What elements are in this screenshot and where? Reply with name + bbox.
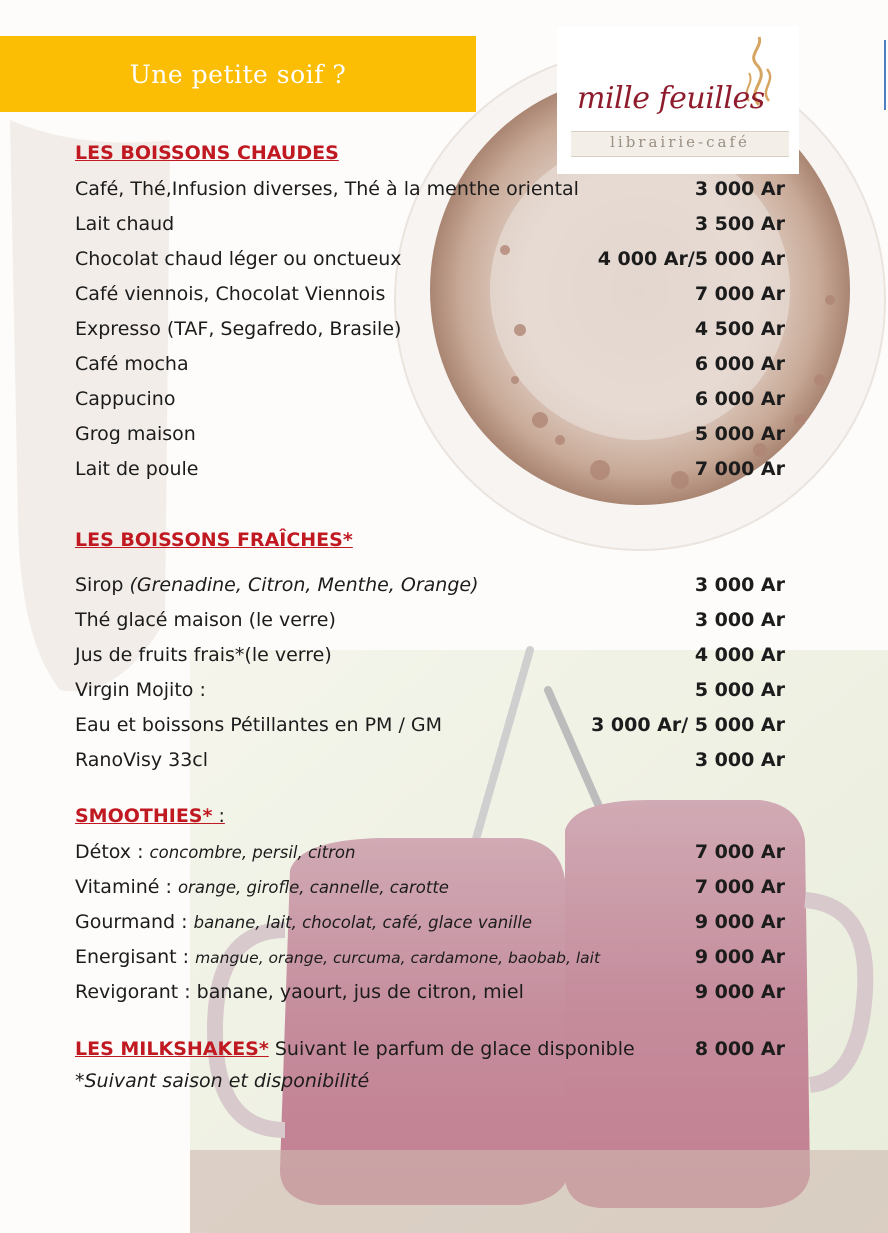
item-price: 4 000 Ar [694,644,785,666]
logo-band [571,131,789,157]
logo-name: mille feuilles [577,81,765,116]
item-name: Café, Thé,Infusion diverses, Thé à la menthe oriental [75,178,579,200]
item-price: 5 000 Ar [694,423,785,445]
menu-item [75,977,785,1007]
menu-item [75,710,785,740]
item-price: 9 000 Ar [694,981,785,1003]
item-price: 9 000 Ar [694,911,785,933]
logo-tagline: librairie-café [610,133,750,151]
menu-item [75,314,785,344]
item-name: Revigorant : banane, yaourt, jus de citron, miel [75,981,524,1003]
item-name: Café viennois, Chocolat Viennois [75,283,386,305]
menu-item [75,837,785,867]
menu-item [75,419,785,449]
item-price: 4 000 Ar/5 000 Ar [597,248,785,270]
section-title-milkshakes: LES MILKSHAKES* [75,1038,269,1060]
item-name: Lait de poule [75,458,199,480]
item-description: concombre, persil, citron [149,843,356,862]
menu-item [75,349,785,379]
item-price: 7 000 Ar [694,876,785,898]
section-title-smoothies: SMOOTHIES* : [75,805,225,827]
item-price: 7 000 Ar [694,841,785,863]
item-price: 3 000 Ar [694,749,785,771]
menu-item [75,745,785,775]
footnote: *Suivant saison et disponibilité [75,1070,370,1092]
item-name: Lait chaud [75,213,175,235]
item-price: 6 000 Ar [694,353,785,375]
item-name: Chocolat chaud léger ou onctueux [75,248,402,270]
menu-item [75,174,785,204]
item-description: orange, girofle, cannelle, carotte [177,878,449,897]
item-price: 6 000 Ar [694,388,785,410]
item-name: Grog maison [75,423,196,445]
item-price: 4 500 Ar [694,318,785,340]
item-price: 9 000 Ar [694,946,785,968]
menu-item [75,454,785,484]
section-title-suffix: : [212,805,225,827]
menu-item [75,570,785,600]
menu-item [75,872,785,902]
menu-item [75,244,785,274]
menu-item-milkshakes [75,1034,785,1064]
menu-item [75,279,785,309]
item-description: (Grenadine, Citron, Menthe, Orange) [129,574,479,596]
menu-item [75,640,785,670]
item-price: 3 000 Ar [694,609,785,631]
menu-item [75,675,785,705]
item-name: Expresso (TAF, Segafredo, Brasile) [75,318,402,340]
header-banner [0,36,476,112]
item-name: Jus de fruits frais*(le verre) [75,644,332,666]
item-description: mangue, orange, curcuma, cardamone, baobab, lait [195,949,601,967]
item-name: RanoVisy 33cl [75,749,209,771]
item-price: 3 000 Ar [694,574,785,596]
item-name: Café mocha [75,353,189,375]
section-title-cold: LES BOISSONS FRAÎCHES* [75,529,353,551]
item-price: 8 000 Ar [694,1038,785,1060]
item-name: Cappucino [75,388,176,410]
brand-logo [557,27,799,174]
item-price: 3 500 Ar [694,213,785,235]
item-name: Energisant : mangue, orange, curcuma, cardamone, baobab, lait [75,946,601,968]
item-name: Gourmand : banane, lait, chocolat, café, glace vanille [75,911,533,933]
item-price: 5 000 Ar [694,679,785,701]
item-price: 3 000 Ar [694,178,785,200]
menu-item [75,209,785,239]
item-name: Virgin Mojito : [75,679,206,701]
menu-item [75,942,785,972]
item-price: 7 000 Ar [694,283,785,305]
item-name: Vitaminé : orange, girofle, cannelle, carotte [75,876,449,898]
item-name: Eau et boissons Pétillantes en PM / GM [75,714,443,736]
item-price: 7 000 Ar [694,458,785,480]
item-price: 3 000 Ar/ 5 000 Ar [591,714,785,736]
page-title: Une petite soif ? [129,60,347,89]
section-title-hot: LES BOISSONS CHAUDES [75,142,339,164]
item-name: Thé glacé maison (le verre) [75,609,336,631]
page-edge-marker [884,40,886,110]
menu-item [75,907,785,937]
menu-item [75,384,785,414]
menu-item [75,605,785,635]
item-description: banane, lait, chocolat, café, glace vanille [193,913,533,932]
item-description: Suivant le parfum de glace disponible [268,1038,635,1060]
item-name: Sirop (Grenadine, Citron, Menthe, Orange) [75,574,479,596]
item-name: Détox : concombre, persil, citron [75,841,356,863]
